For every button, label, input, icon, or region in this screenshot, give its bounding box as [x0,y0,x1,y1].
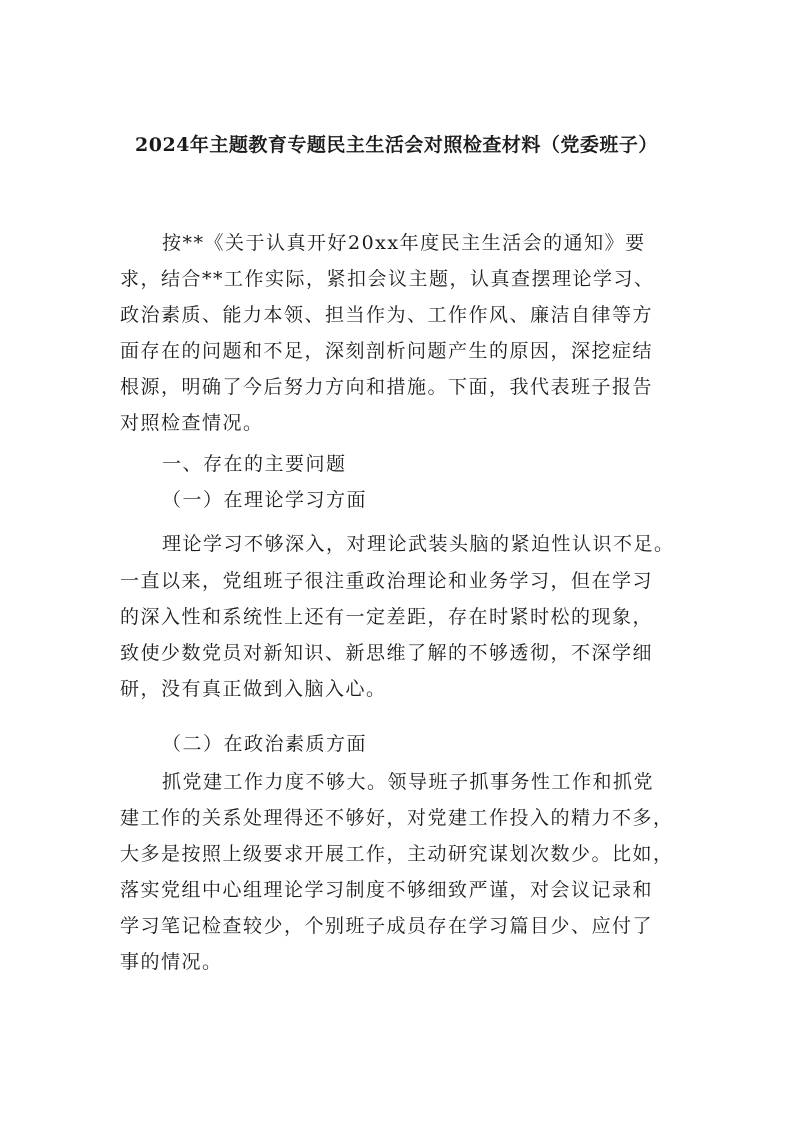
paragraph-line: 致使少数党员对新知识、新思维了解的不够透彻，不深学细 [120,642,654,664]
document-title: 2024年主题教育专题民主生活会对照检查材料（党委班子） [135,134,658,156]
paragraph-line: 事的情况。 [120,951,223,973]
paragraph-line: 求，结合**工作实际，紧扣会议主题，认真查摆理论学习、 [120,268,655,290]
paragraph-line: 按**《关于认真开好20xx年度民主生活会的通知》要 [162,232,646,254]
paragraph-line: 根源，明确了今后努力方向和措施。下面，我代表班子报告 [120,376,654,398]
section-heading: 一、存在的主要问题 [162,453,347,475]
paragraph-line: 学习笔记检查较少，个别班子成员存在学习篇目少、应付了 [120,915,654,937]
paragraph-line: 对照检查情况。 [120,412,264,434]
paragraph-line: 的深入性和系统性上还有一定差距，存在时紧时松的现象， [120,606,654,628]
paragraph-line: 一直以来，党组班子很注重政治理论和业务学习，但在学习 [120,570,654,592]
subsection-heading: （一）在理论学习方面 [162,489,368,511]
paragraph-line: 理论学习不够深入，对理论武装头脑的紧迫性认识不足。 [162,533,675,555]
paragraph-line: 落实党组中心组理论学习制度不够细致严谨，对会议记录和 [120,879,654,901]
paragraph-line: 政治素质、能力本领、担当作为、工作作风、廉洁自律等方 [120,304,654,326]
paragraph-line: 大多是按照上级要求开展工作，主动研究谋划次数少。比如， [120,843,674,865]
paragraph-line: 面存在的问题和不足，深刻剖析问题产生的原因，深挖症结 [120,340,654,362]
paragraph-line: 抓党建工作力度不够大。领导班子抓事务性工作和抓党 [162,771,655,793]
paragraph-line: 研，没有真正做到入脑入心。 [120,678,387,700]
paragraph-line: 建工作的关系处理得还不够好，对党建工作投入的精力不多， [120,807,674,829]
subsection-heading: （二）在政治素质方面 [162,733,368,755]
